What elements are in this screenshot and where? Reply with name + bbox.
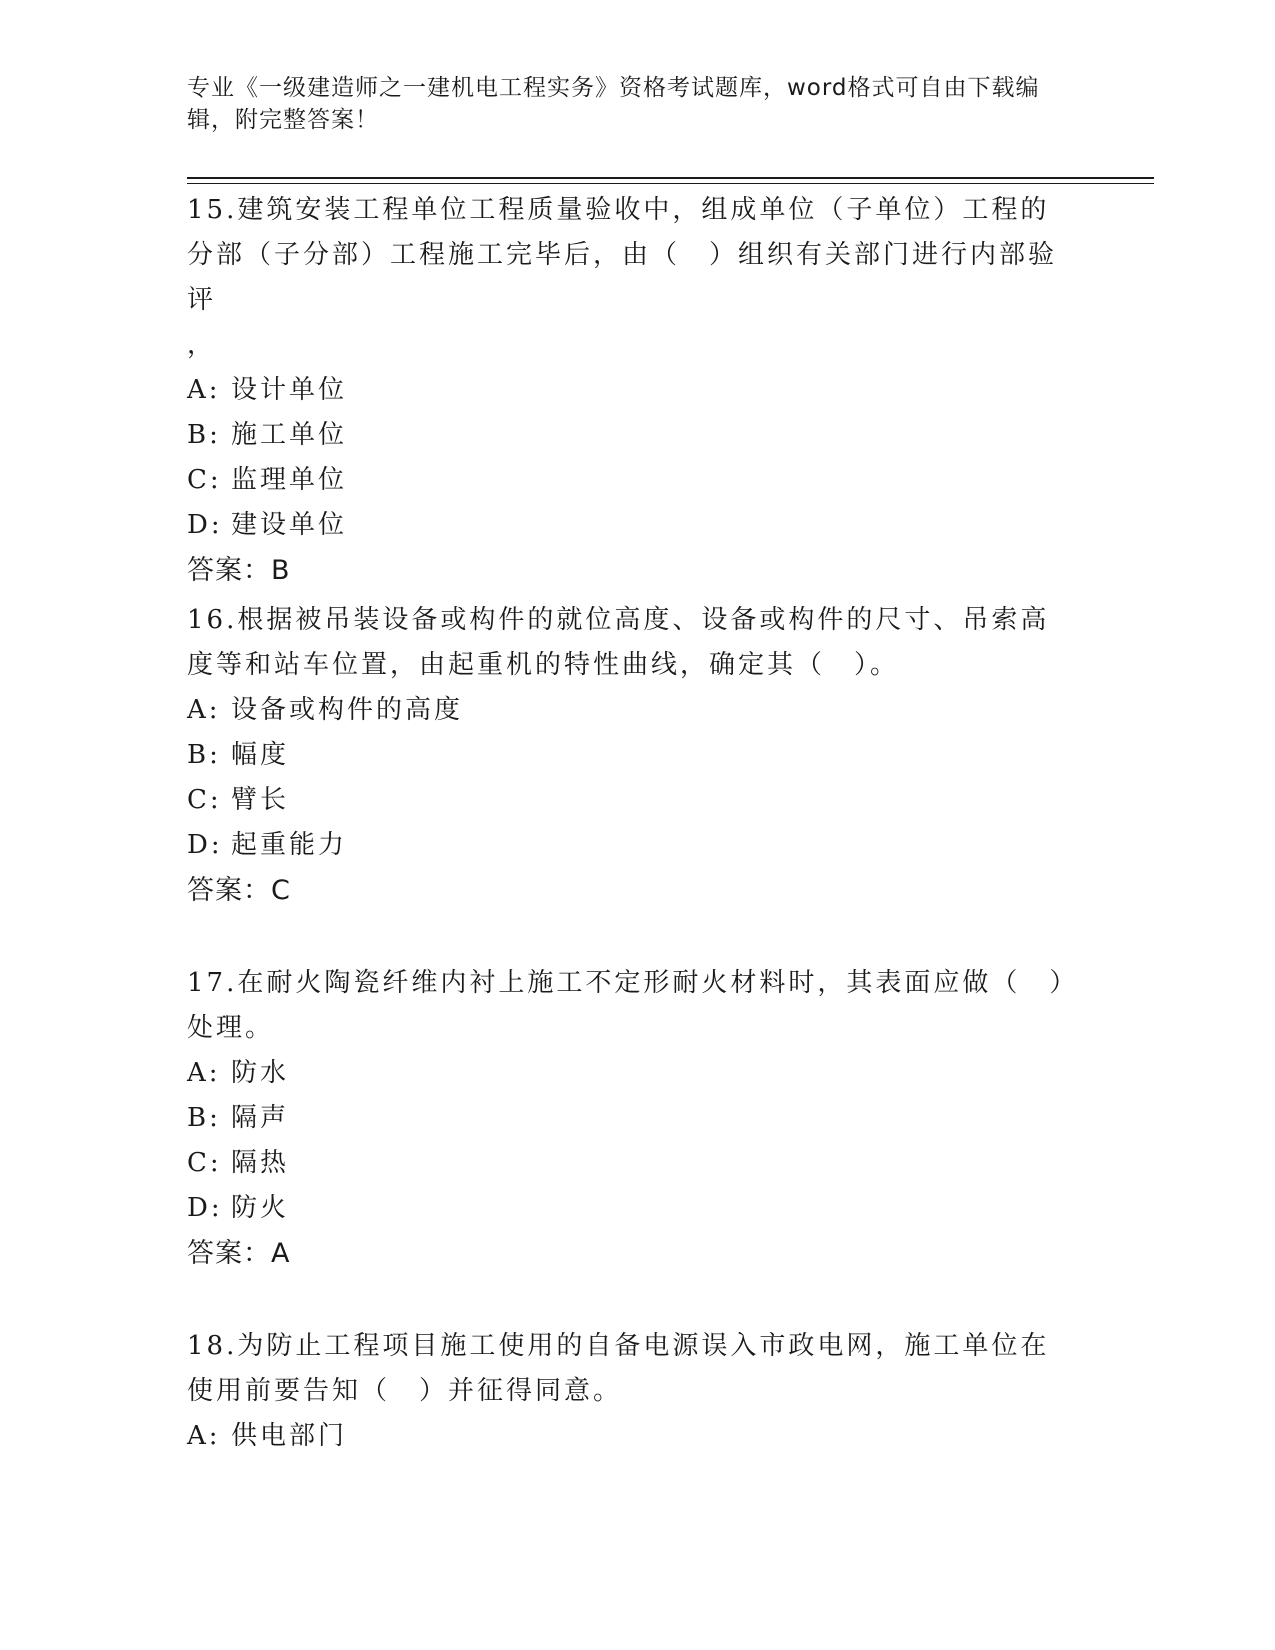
option-text: 臂长 [231, 785, 290, 815]
option-d [187, 1186, 1067, 1231]
option-letter: B: [187, 1103, 221, 1133]
option-text: 防火 [231, 1193, 290, 1223]
option-text: 监理单位 [231, 465, 348, 495]
option-letter: B: [187, 740, 221, 770]
option-c [187, 458, 1067, 503]
option-a [187, 688, 1067, 733]
option-a [187, 1051, 1067, 1096]
question-18 [187, 1324, 1067, 1459]
option-letter: D: [187, 510, 223, 540]
header-divider-thin [187, 183, 1154, 184]
option-text: 设计单位 [231, 375, 348, 405]
answer-line: 答案：A [187, 1238, 291, 1269]
option-c [187, 1141, 1067, 1186]
option-letter: D: [187, 1193, 223, 1223]
option-b [187, 733, 1067, 778]
option-letter: A: [187, 695, 221, 725]
option-b [187, 1096, 1067, 1141]
option-text: 施工单位 [231, 420, 348, 450]
answer-line: 答案：C [187, 875, 291, 906]
option-letter: C: [187, 785, 222, 815]
header-divider [187, 177, 1154, 179]
answer-line: 答案：B [187, 555, 291, 586]
question-15 [187, 188, 1067, 593]
option-text: 防水 [231, 1058, 290, 1088]
document-header: 专业《一级建造师之一建机电工程实务》资格考试题库，word格式可自由下载编辑，附完整答案！ [187, 75, 1040, 133]
option-c [187, 778, 1067, 823]
question-17 [187, 961, 1067, 1276]
option-a [187, 368, 1067, 413]
option-letter: A: [187, 1421, 221, 1451]
question-stem-tail: ， [187, 330, 214, 360]
question-stem: 18.为防止工程项目施工使用的自备电源误入市政电网，施工单位在使用前要告知（ ）并征得同意。 [187, 1331, 1050, 1406]
option-text: 设备或构件的高度 [231, 695, 464, 725]
option-text: 幅度 [231, 740, 290, 770]
option-letter: D: [187, 830, 223, 860]
option-letter: C: [187, 465, 222, 495]
question-stem: 16.根据被吊装设备或构件的就位高度、设备或构件的尺寸、吊索高度等和站车位置，由起重机的特性曲线，确定其（ ）。 [187, 605, 1050, 680]
option-d [187, 503, 1067, 548]
option-d [187, 823, 1067, 868]
option-text: 隔热 [231, 1148, 290, 1178]
option-letter: C: [187, 1148, 222, 1178]
option-a [187, 1414, 1067, 1459]
option-text: 起重能力 [231, 830, 348, 860]
option-letter: A: [187, 375, 221, 405]
option-letter: B: [187, 420, 221, 450]
question-stem: 17.在耐火陶瓷纤维内衬上施工不定形耐火材料时，其表面应做（ ）处理。 [187, 968, 1066, 1043]
question-16 [187, 598, 1067, 913]
question-stem: 15.建筑安装工程单位工程质量验收中，组成单位（子单位）工程的分部（子分部）工程施工完毕后，由（ ）组织有关部门进行内部验评 [187, 195, 1058, 315]
option-text: 建设单位 [231, 510, 348, 540]
option-text: 隔声 [231, 1103, 290, 1133]
option-b [187, 413, 1067, 458]
option-text: 供电部门 [231, 1421, 348, 1451]
option-letter: A: [187, 1058, 221, 1088]
